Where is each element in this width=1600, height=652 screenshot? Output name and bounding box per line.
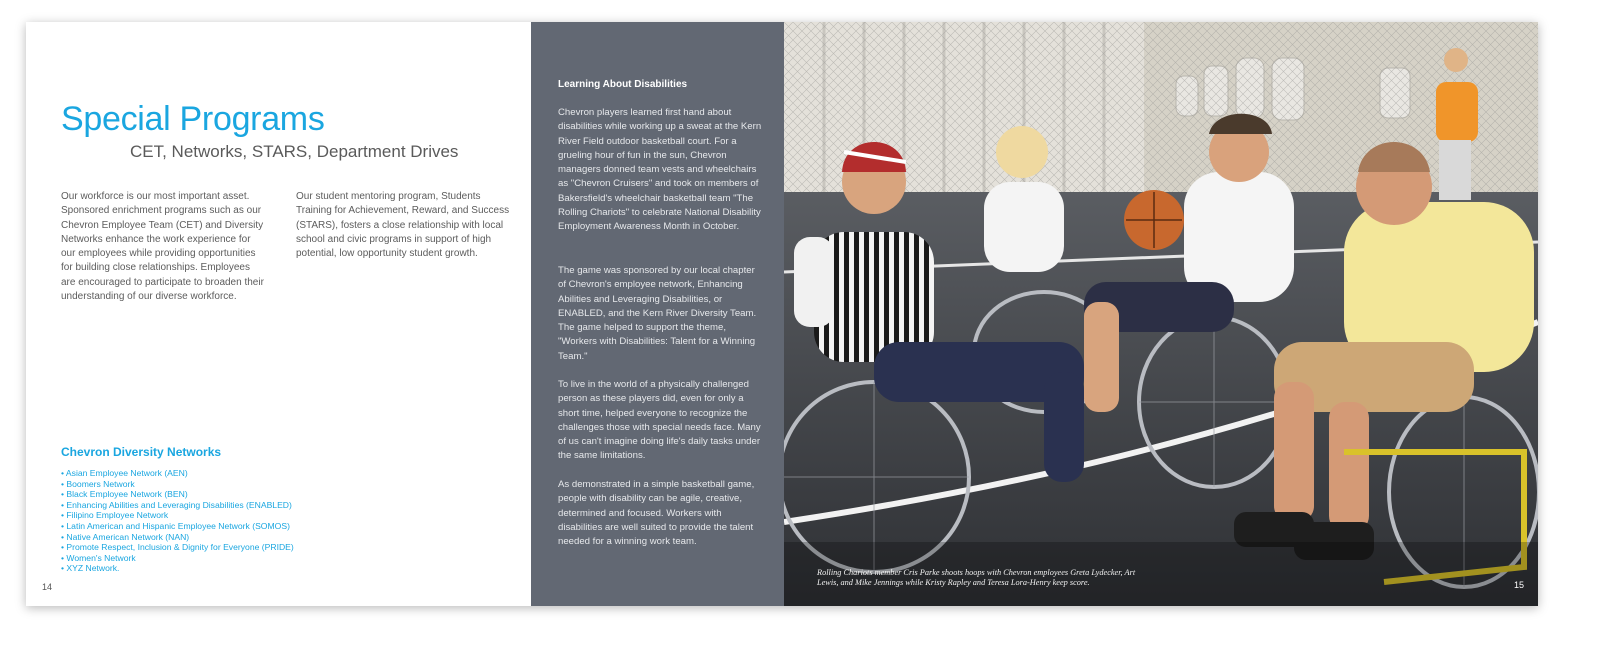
list-item: • Black Employee Network (BEN) (61, 489, 294, 500)
sidebar-heading: Learning About Disabilities (558, 79, 688, 90)
page-title: Special Programs (61, 100, 325, 138)
list-item: • XYZ Network. (61, 563, 294, 574)
networks-heading: Chevron Diversity Networks (61, 445, 222, 459)
list-item: • Native American Network (NAN) (61, 532, 294, 543)
networks-list (61, 468, 294, 574)
list-item: • Women's Network (61, 553, 294, 564)
brochure-spread (26, 22, 1538, 606)
list-item: • Filipino Employee Network (61, 510, 294, 521)
stars-paragraph: Our student mentoring program, Students Training for Achievement, Reward, and Success (STARS), fosters a close relationship with local school and civic programs in support of high potential, low opportunity student growth. (296, 191, 510, 260)
sidebar-panel (531, 22, 784, 606)
list-item: • Latin American and Hispanic Employee Network (SOMOS) (61, 521, 294, 532)
list-item: • Promote Respect, Inclusion & Dignity for Everyone (PRIDE) (61, 542, 294, 553)
wheelchair-basketball-photo (784, 22, 1538, 606)
page-subtitle: CET, Networks, STARS, Department Drives (130, 142, 459, 161)
sidebar-paragraph: As demonstrated in a simple basketball game, people with disability can be agile, creative, determined and focused. Workers with disabilities are well suited to provide the talent needed for a winning work team. (558, 479, 755, 548)
photo-caption: Rolling Chariots member Cris Parke shoots hoops with Chevron employees Greta Lydecker, Art Lewis, and Mike Jennings while Kristy Rapley and Teresa Lora-Henry keep score. (817, 568, 1136, 587)
photo-illustration (784, 22, 1538, 606)
left-page (26, 22, 531, 606)
list-item: • Boomers Network (61, 479, 294, 490)
list-item: • Asian Employee Network (AEN) (61, 468, 294, 479)
list-item: • Enhancing Abilities and Leveraging Disabilities (ENABLED) (61, 500, 294, 511)
intro-paragraph: Our workforce is our most important asset. Sponsored enrichment programs such as our Chevron Employee Team (CET) and Diversity Networks enhance the work experience for our employees while providing opportunities for building close relationships. Employees are encouraged to participate to broaden their understanding of our diverse workforce. (61, 191, 264, 303)
sidebar-paragraph: The game was sponsored by our local chapter of Chevron's employee network, Enhancing Abilities and Leveraging Disabilities, or ENABLED, and the Kern River Diversity Team. The game helped to support the theme, "Workers with Disabilities: Talent for a Winning Team." (558, 265, 757, 362)
page-number-right: 15 (1513, 580, 1524, 590)
page-number-left: 14 (42, 582, 53, 592)
sidebar-paragraph: To live in the world of a physically challenged person as these players did, even for only a short time, helped everyone to recognize the challenges those with special needs face. Many of us can't imagine doing life's daily tasks under the same limitations. (558, 379, 761, 462)
sidebar-paragraph: Chevron players learned first hand about disabilities while working up a sweat at the Kern River Field outdoor basketball court. For a grueling hour of fun in the sun, Chevron managers donned team vests and wheelchairs as "Chevron Cruisers" and took on members of Bakersfield's wheelchair basketball team "The Rolling Chariots" to celebrate National Disability Employment Awareness Month in October. (558, 107, 762, 233)
